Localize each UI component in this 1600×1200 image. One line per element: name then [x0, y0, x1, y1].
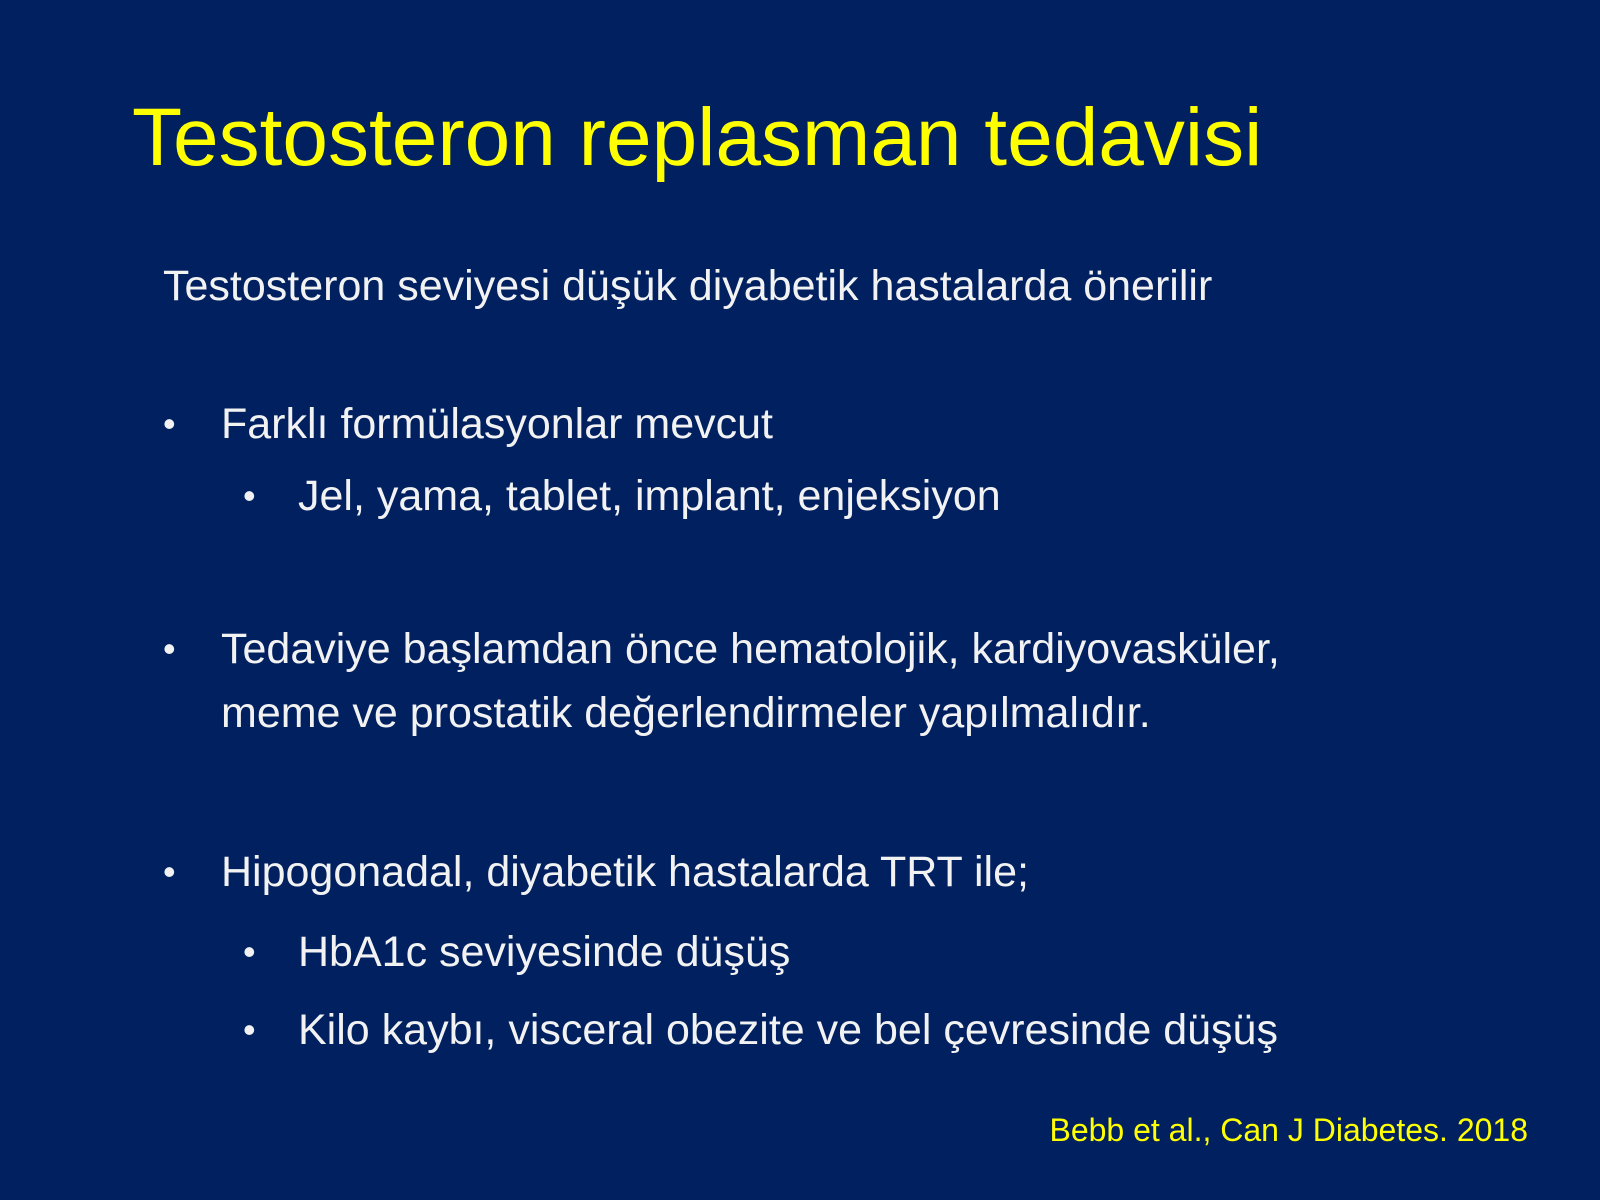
- bullet-text-line-1: Tedaviye başlamdan önce hematolojik, kardiyovasküler,: [221, 625, 1280, 673]
- sub-bullet-text: Kilo kaybı, visceral obezite ve bel çevresinde düşüş: [298, 1006, 1278, 1054]
- bullet-dot: •: [163, 403, 176, 444]
- bullet-text: Hipogonadal, diyabetik hastalarda TRT ile;: [221, 848, 1029, 896]
- sub-bullet-text: Jel, yama, tablet, implant, enjeksiyon: [298, 472, 1001, 520]
- bullet-text: Farklı formülasyonlar mevcut: [221, 400, 773, 448]
- sub-bullet-text: HbA1c seviyesinde düşüş: [298, 928, 791, 976]
- sub-bullet-dot: •: [243, 931, 256, 972]
- sub-bullet-weight-loss: [243, 998, 1278, 1062]
- citation: Bebb et al., Can J Diabetes. 2018: [1049, 1112, 1528, 1148]
- sub-bullet-hba1c: [243, 920, 790, 984]
- sub-bullet-forms: [243, 464, 1001, 528]
- bullet-formulations: [163, 392, 773, 456]
- bullet-dot: •: [163, 851, 176, 892]
- bullet-pre-treatment: [163, 617, 1280, 745]
- sub-bullet-dot: •: [243, 1009, 256, 1050]
- sub-bullet-dot: •: [243, 475, 256, 516]
- bullet-dot: •: [163, 628, 176, 669]
- bullet-trt-effects: [163, 840, 1029, 904]
- intro-text: Testosteron seviyesi düşük diyabetik hastalarda önerilir: [163, 262, 1213, 310]
- slide-title: Testosteron replasman tedavisi: [132, 92, 1263, 183]
- bullet-text-line-2: meme ve prostatik değerlendirmeler yapılmalıdır.: [221, 689, 1151, 737]
